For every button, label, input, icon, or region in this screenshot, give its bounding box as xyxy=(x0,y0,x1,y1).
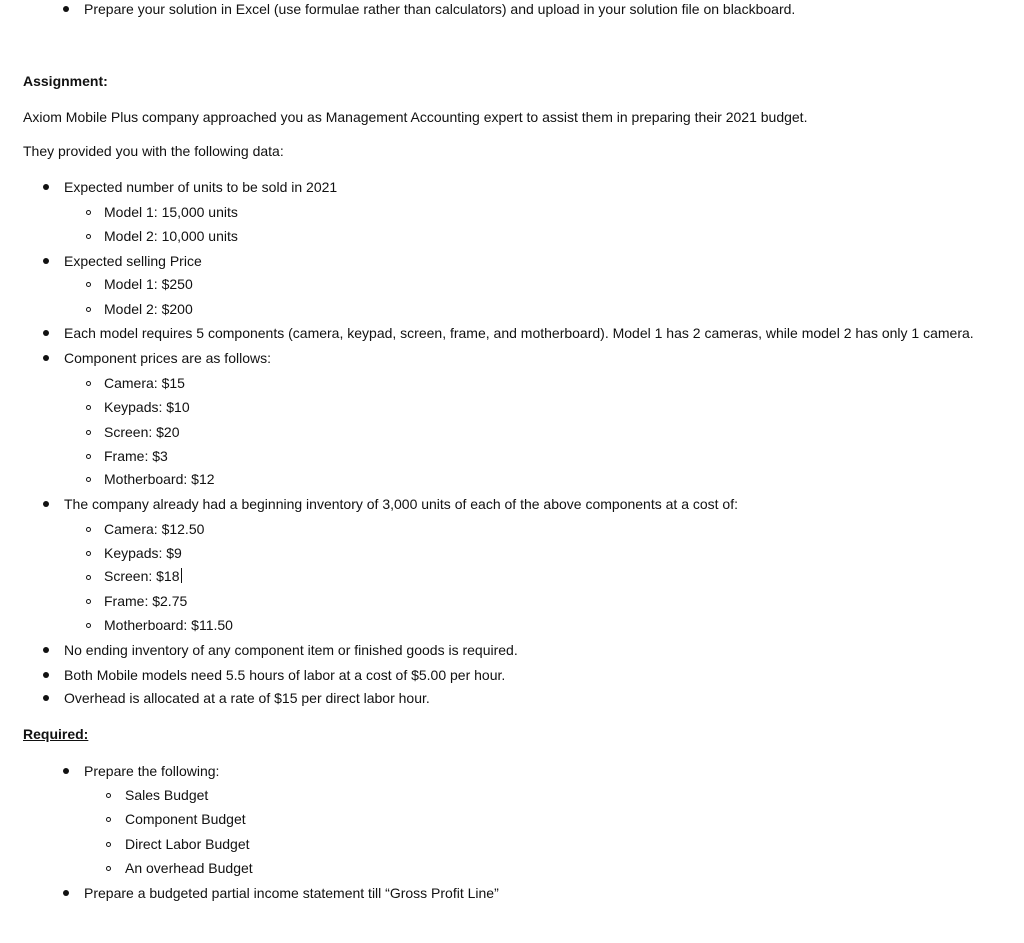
bullet-icon xyxy=(43,501,49,507)
sub-bullet-icon xyxy=(86,527,91,532)
inventory-frame: Frame: $2.75 xyxy=(104,593,188,609)
sub-bullet-icon xyxy=(106,793,111,798)
sub-bullet-icon xyxy=(86,623,91,628)
sub-bullet-icon xyxy=(86,599,91,604)
sub-bullet-icon xyxy=(86,551,91,556)
bullet-icon xyxy=(43,258,49,264)
bullet-icon xyxy=(63,890,69,896)
sub-bullet-icon xyxy=(86,477,91,482)
price-motherboard: Motherboard: $12 xyxy=(104,471,215,487)
inventory-screen-line xyxy=(104,567,182,585)
price-keypads: Keypads: $10 xyxy=(104,399,190,415)
overhead-budget: An overhead Budget xyxy=(125,860,253,876)
bullet-icon xyxy=(43,672,49,678)
sub-bullet-icon xyxy=(86,210,91,215)
sub-bullet-icon xyxy=(86,234,91,239)
sub-bullet-icon xyxy=(106,817,111,822)
sales-budget: Sales Budget xyxy=(125,787,209,803)
income-statement: Prepare a budgeted partial income statement till “Gross Profit Line” xyxy=(84,885,499,901)
inventory-motherboard: Motherboard: $11.50 xyxy=(104,617,233,633)
sub-bullet-icon xyxy=(86,454,91,459)
top-instruction: Prepare your solution in Excel (use formulae rather than calculators) and upload in your solution file on blackboard. xyxy=(84,1,796,17)
bullet-icon xyxy=(43,647,49,653)
units-label: Expected number of units to be sold in 2021 xyxy=(64,179,338,195)
price-model-2: Model 2: $200 xyxy=(104,301,193,317)
price-camera: Camera: $15 xyxy=(104,375,185,391)
price-label: Expected selling Price xyxy=(64,253,202,269)
sub-bullet-icon xyxy=(106,842,111,847)
no-ending-inventory: No ending inventory of any component item or finished goods is required. xyxy=(64,642,518,658)
bullet-icon xyxy=(43,355,49,361)
price-screen: Screen: $20 xyxy=(104,424,180,440)
sub-bullet-icon xyxy=(86,307,91,312)
price-model-1: Model 1: $250 xyxy=(104,276,193,292)
bullet-icon xyxy=(43,330,49,336)
inventory-keypads: Keypads: $9 xyxy=(104,545,182,561)
sub-bullet-icon xyxy=(86,282,91,287)
sub-bullet-icon xyxy=(86,405,91,410)
sub-bullet-icon xyxy=(86,381,91,386)
sub-bullet-icon xyxy=(106,866,111,871)
units-model-1: Model 1: 15,000 units xyxy=(104,204,238,220)
beginning-inventory-label: The company already had a beginning inventory of 3,000 units of each of the above components at a cost of: xyxy=(64,496,738,512)
components-note: Each model requires 5 components (camera, keypad, screen, frame, and motherboard). Model 1 has 2 cameras, while model 2 has only 1 camera. xyxy=(64,325,974,341)
units-model-2: Model 2: 10,000 units xyxy=(104,228,238,244)
assignment-intro: Axiom Mobile Plus company approached you as Management Accounting expert to assist them in preparing their 2021 budget. xyxy=(23,109,808,125)
provided-data-intro: They provided you with the following data: xyxy=(23,143,284,159)
price-frame: Frame: $3 xyxy=(104,448,168,464)
assignment-heading: Assignment: xyxy=(23,73,108,89)
bullet-icon xyxy=(43,184,49,190)
required-heading: Required: xyxy=(23,726,89,742)
labor-note: Both Mobile models need 5.5 hours of labor at a cost of $5.00 per hour. xyxy=(64,667,506,683)
component-budget: Component Budget xyxy=(125,811,246,827)
bullet-icon xyxy=(43,695,49,701)
component-prices-label: Component prices are as follows: xyxy=(64,350,271,366)
overhead-note: Overhead is allocated at a rate of $15 per direct labor hour. xyxy=(64,690,430,706)
direct-labor-budget: Direct Labor Budget xyxy=(125,836,250,852)
bullet-icon xyxy=(63,6,69,12)
prepare-following: Prepare the following: xyxy=(84,763,220,779)
inventory-camera: Camera: $12.50 xyxy=(104,521,205,537)
sub-bullet-icon xyxy=(86,430,91,435)
bullet-icon xyxy=(63,768,69,774)
sub-bullet-icon xyxy=(86,575,91,580)
inventory-screen: Screen: $18 xyxy=(104,568,180,584)
text-cursor xyxy=(181,568,182,583)
